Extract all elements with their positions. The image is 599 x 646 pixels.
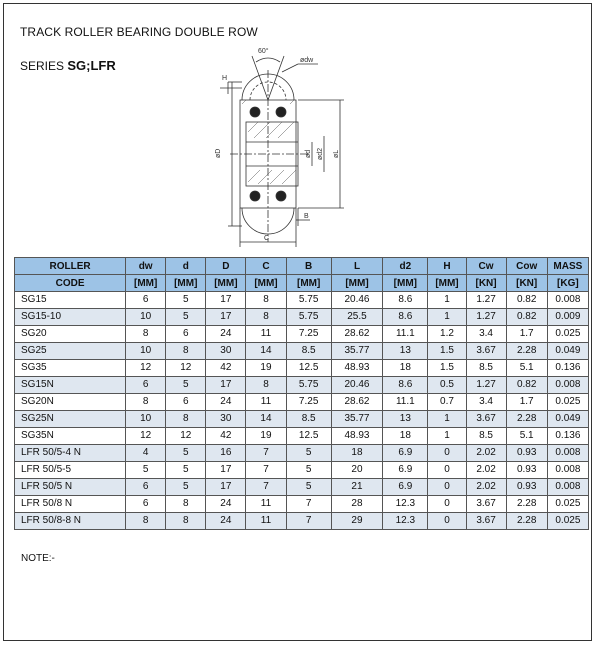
- table-cell: 5.75: [286, 292, 331, 309]
- table-cell: 8: [166, 411, 206, 428]
- table-cell: 13: [383, 411, 428, 428]
- series-label: SERIES: [20, 59, 65, 73]
- table-cell: 2.02: [466, 445, 506, 462]
- table-cell: 35.77: [331, 411, 382, 428]
- table-cell: 28.62: [331, 394, 382, 411]
- table-cell: 30: [206, 343, 246, 360]
- table-cell: 1.7: [506, 394, 547, 411]
- unit-cell: [MM]: [383, 275, 428, 292]
- table-cell: 3.4: [466, 394, 506, 411]
- table-cell: 30: [206, 411, 246, 428]
- table-cell: 5: [166, 377, 206, 394]
- header-cell: L: [331, 258, 382, 275]
- table-cell: 20.46: [331, 377, 382, 394]
- table-cell: 48.93: [331, 428, 382, 445]
- header-cell: d2: [383, 258, 428, 275]
- table-row: [15, 496, 589, 513]
- table-body: [15, 292, 589, 530]
- table-cell: 0: [428, 445, 466, 462]
- table-cell: 19: [246, 360, 286, 377]
- table-cell: 24: [206, 496, 246, 513]
- table-cell: 5: [166, 462, 206, 479]
- table-cell: 6.9: [383, 462, 428, 479]
- table-cell: 0.009: [547, 309, 588, 326]
- table-row: [15, 394, 589, 411]
- table-cell: 28.62: [331, 326, 382, 343]
- table-cell: 0.025: [547, 326, 588, 343]
- table-cell: 18: [383, 428, 428, 445]
- table-cell: 25.5: [331, 309, 382, 326]
- unit-cell: [MM]: [331, 275, 382, 292]
- table-cell: 6.9: [383, 479, 428, 496]
- table-cell: 12.3: [383, 513, 428, 530]
- table-cell: 1: [428, 292, 466, 309]
- roller-code-cell: SG35N: [15, 428, 126, 445]
- series-value: SG;LFR: [67, 58, 116, 73]
- table-cell: 24: [206, 326, 246, 343]
- series-line: [20, 58, 116, 73]
- header-cell: dw: [126, 258, 166, 275]
- table-cell: 12.3: [383, 496, 428, 513]
- b-label: B: [304, 213, 309, 220]
- roller-code-cell: SG20: [15, 326, 126, 343]
- table-cell: 7: [286, 496, 331, 513]
- table-cell: 20: [331, 462, 382, 479]
- dw-label: ødw: [300, 57, 314, 64]
- table-cell: 8.6: [383, 377, 428, 394]
- table-row: [15, 326, 589, 343]
- table-cell: 8: [126, 326, 166, 343]
- table-cell: 5.75: [286, 309, 331, 326]
- unit-cell: [MM]: [428, 275, 466, 292]
- table-unit-row: [15, 275, 589, 292]
- table-cell: 0.008: [547, 445, 588, 462]
- table-cell: 12: [126, 360, 166, 377]
- table-cell: 17: [206, 479, 246, 496]
- d2-label: ød2: [317, 147, 324, 160]
- table-cell: 21: [331, 479, 382, 496]
- table-cell: 6: [126, 479, 166, 496]
- table-cell: 5: [166, 445, 206, 462]
- header-cell: C: [246, 258, 286, 275]
- table-cell: 3.67: [466, 513, 506, 530]
- spec-table: [14, 257, 589, 530]
- table-cell: 0.008: [547, 462, 588, 479]
- table-cell: 0.82: [506, 292, 547, 309]
- table-cell: 0.008: [547, 377, 588, 394]
- table-cell: 14: [246, 411, 286, 428]
- table-cell: 1.27: [466, 377, 506, 394]
- table-cell: 5: [166, 292, 206, 309]
- roller-code-cell: SG20N: [15, 394, 126, 411]
- table-cell: 0.93: [506, 445, 547, 462]
- table-cell: 11: [246, 326, 286, 343]
- c-label: C: [264, 235, 270, 242]
- header-cell: Cow: [506, 258, 547, 275]
- angle-label: 60°: [258, 48, 269, 55]
- table-cell: 24: [206, 513, 246, 530]
- note-text: NOTE:-: [21, 553, 55, 564]
- table-cell: 6.9: [383, 445, 428, 462]
- table-cell: 12: [126, 428, 166, 445]
- table-cell: 0.025: [547, 513, 588, 530]
- table-cell: 11.1: [383, 326, 428, 343]
- table-cell: 0.93: [506, 462, 547, 479]
- table-cell: 0.136: [547, 360, 588, 377]
- table-cell: 2.02: [466, 462, 506, 479]
- d-outer-label: øD: [215, 148, 222, 158]
- table-cell: 16: [206, 445, 246, 462]
- table-cell: 1.7: [506, 326, 547, 343]
- table-cell: 11: [246, 496, 286, 513]
- table-cell: 5: [286, 479, 331, 496]
- table-cell: 6: [126, 292, 166, 309]
- table-row: [15, 513, 589, 530]
- table-cell: 0: [428, 496, 466, 513]
- table-row: [15, 360, 589, 377]
- roller-code-cell: LFR 50/8-8 N: [15, 513, 126, 530]
- l-label: øL: [333, 149, 340, 158]
- table-cell: 2.28: [506, 496, 547, 513]
- table-row: [15, 445, 589, 462]
- table-cell: 1: [428, 428, 466, 445]
- table-cell: 0: [428, 513, 466, 530]
- table-cell: 10: [126, 309, 166, 326]
- table-cell: 17: [206, 377, 246, 394]
- table-cell: 7: [246, 479, 286, 496]
- table-cell: 5: [286, 445, 331, 462]
- table-cell: 42: [206, 360, 246, 377]
- unit-cell: [KN]: [466, 275, 506, 292]
- unit-cell: [KN]: [506, 275, 547, 292]
- table-cell: 8: [126, 394, 166, 411]
- table-cell: 18: [383, 360, 428, 377]
- table-cell: 8.5: [286, 343, 331, 360]
- table-cell: 8: [166, 343, 206, 360]
- table-cell: 4: [126, 445, 166, 462]
- table-cell: 0.008: [547, 479, 588, 496]
- table-cell: 1.2: [428, 326, 466, 343]
- table-cell: 8: [126, 513, 166, 530]
- unit-cell: [MM]: [206, 275, 246, 292]
- h-label: H: [222, 75, 228, 82]
- roller-code-cell: LFR 50/5-5: [15, 462, 126, 479]
- table-cell: 0.008: [547, 292, 588, 309]
- table-cell: 28: [331, 496, 382, 513]
- table-cell: 10: [126, 411, 166, 428]
- roller-code-cell: LFR 50/8 N: [15, 496, 126, 513]
- table-cell: 2.28: [506, 411, 547, 428]
- table-cell: 24: [206, 394, 246, 411]
- table-cell: 12.5: [286, 360, 331, 377]
- header-cell: MASS: [547, 258, 588, 275]
- table-cell: 5: [166, 479, 206, 496]
- table-cell: 48.93: [331, 360, 382, 377]
- table-cell: 0.049: [547, 343, 588, 360]
- table-cell: 29: [331, 513, 382, 530]
- header-cell: Cw: [466, 258, 506, 275]
- table-cell: 6: [166, 394, 206, 411]
- roller-code-cell: SG25N: [15, 411, 126, 428]
- table-cell: 8.6: [383, 292, 428, 309]
- table-cell: 8: [246, 377, 286, 394]
- table-cell: 1.27: [466, 309, 506, 326]
- table-cell: 0.82: [506, 309, 547, 326]
- table-cell: 0: [428, 462, 466, 479]
- table-cell: 2.02: [466, 479, 506, 496]
- table-cell: 8: [166, 496, 206, 513]
- table-cell: 0.82: [506, 377, 547, 394]
- page-title: TRACK ROLLER BEARING DOUBLE ROW: [20, 25, 258, 39]
- table-cell: 8.5: [466, 360, 506, 377]
- roller-code-cell: SG15N: [15, 377, 126, 394]
- table-cell: 8: [246, 309, 286, 326]
- table-cell: 19: [246, 428, 286, 445]
- table-cell: 8.5: [466, 428, 506, 445]
- roller-code-cell: SG15: [15, 292, 126, 309]
- table-cell: 3.67: [466, 496, 506, 513]
- table-cell: 13: [383, 343, 428, 360]
- roller-code-cell: SG15-10: [15, 309, 126, 326]
- unit-cell: [MM]: [286, 275, 331, 292]
- table-row: [15, 462, 589, 479]
- table-cell: 0.7: [428, 394, 466, 411]
- bearing-drawing: [200, 42, 370, 257]
- table-cell: 18: [331, 445, 382, 462]
- table-cell: 3.67: [466, 343, 506, 360]
- table-cell: 8.5: [286, 411, 331, 428]
- roller-code-cell: LFR 50/5 N: [15, 479, 126, 496]
- table-cell: 11: [246, 513, 286, 530]
- table-cell: 8: [166, 513, 206, 530]
- unit-cell: [KG]: [547, 275, 588, 292]
- table-cell: 7.25: [286, 326, 331, 343]
- table-cell: 12: [166, 360, 206, 377]
- table-cell: 12: [166, 428, 206, 445]
- table-cell: 11.1: [383, 394, 428, 411]
- roller-code-cell: LFR 50/5-4 N: [15, 445, 126, 462]
- table-cell: 7: [286, 513, 331, 530]
- roller-code-cell: SG35: [15, 360, 126, 377]
- unit-cell: CODE: [15, 275, 126, 292]
- table-cell: 35.77: [331, 343, 382, 360]
- table-cell: 0.93: [506, 479, 547, 496]
- table-cell: 6: [166, 326, 206, 343]
- table-cell: 0.025: [547, 394, 588, 411]
- table-cell: 0.025: [547, 496, 588, 513]
- unit-cell: [MM]: [126, 275, 166, 292]
- table-cell: 0.136: [547, 428, 588, 445]
- table-cell: 1.27: [466, 292, 506, 309]
- table-cell: 3.4: [466, 326, 506, 343]
- table-cell: 7.25: [286, 394, 331, 411]
- roller-code-cell: SG25: [15, 343, 126, 360]
- table-row: [15, 343, 589, 360]
- header-cell: B: [286, 258, 331, 275]
- unit-cell: [MM]: [246, 275, 286, 292]
- table-cell: 0.049: [547, 411, 588, 428]
- table-cell: 2.28: [506, 343, 547, 360]
- header-cell: D: [206, 258, 246, 275]
- table-cell: 10: [126, 343, 166, 360]
- table-cell: 7: [246, 462, 286, 479]
- table-cell: 14: [246, 343, 286, 360]
- table-cell: 7: [246, 445, 286, 462]
- table-cell: 5.75: [286, 377, 331, 394]
- d-bore-label: ød: [305, 149, 312, 158]
- table-cell: 5.1: [506, 360, 547, 377]
- table-row: [15, 309, 589, 326]
- table-row: [15, 292, 589, 309]
- table-cell: 6: [126, 377, 166, 394]
- table-row: [15, 479, 589, 496]
- table-cell: 6: [126, 496, 166, 513]
- table-cell: 3.67: [466, 411, 506, 428]
- table-cell: 42: [206, 428, 246, 445]
- table-cell: 0: [428, 479, 466, 496]
- table-row: [15, 411, 589, 428]
- table-cell: 5: [166, 309, 206, 326]
- table-cell: 8.6: [383, 309, 428, 326]
- unit-cell: [MM]: [166, 275, 206, 292]
- header-cell: ROLLER: [15, 258, 126, 275]
- header-cell: H: [428, 258, 466, 275]
- table-cell: 1: [428, 309, 466, 326]
- table-cell: 0.5: [428, 377, 466, 394]
- table-cell: 1.5: [428, 360, 466, 377]
- table-cell: 11: [246, 394, 286, 411]
- table-row: [15, 428, 589, 445]
- table-cell: 5.1: [506, 428, 547, 445]
- table-row: [15, 377, 589, 394]
- table-cell: 1: [428, 411, 466, 428]
- table-cell: 17: [206, 309, 246, 326]
- table-cell: 17: [206, 462, 246, 479]
- header-cell: d: [166, 258, 206, 275]
- table-cell: 17: [206, 292, 246, 309]
- table-cell: 12.5: [286, 428, 331, 445]
- table-cell: 1.5: [428, 343, 466, 360]
- table-cell: 5: [286, 462, 331, 479]
- table-cell: 20.46: [331, 292, 382, 309]
- table-cell: 5: [126, 462, 166, 479]
- table-cell: 8: [246, 292, 286, 309]
- table-header-row: [15, 258, 589, 275]
- table-cell: 2.28: [506, 513, 547, 530]
